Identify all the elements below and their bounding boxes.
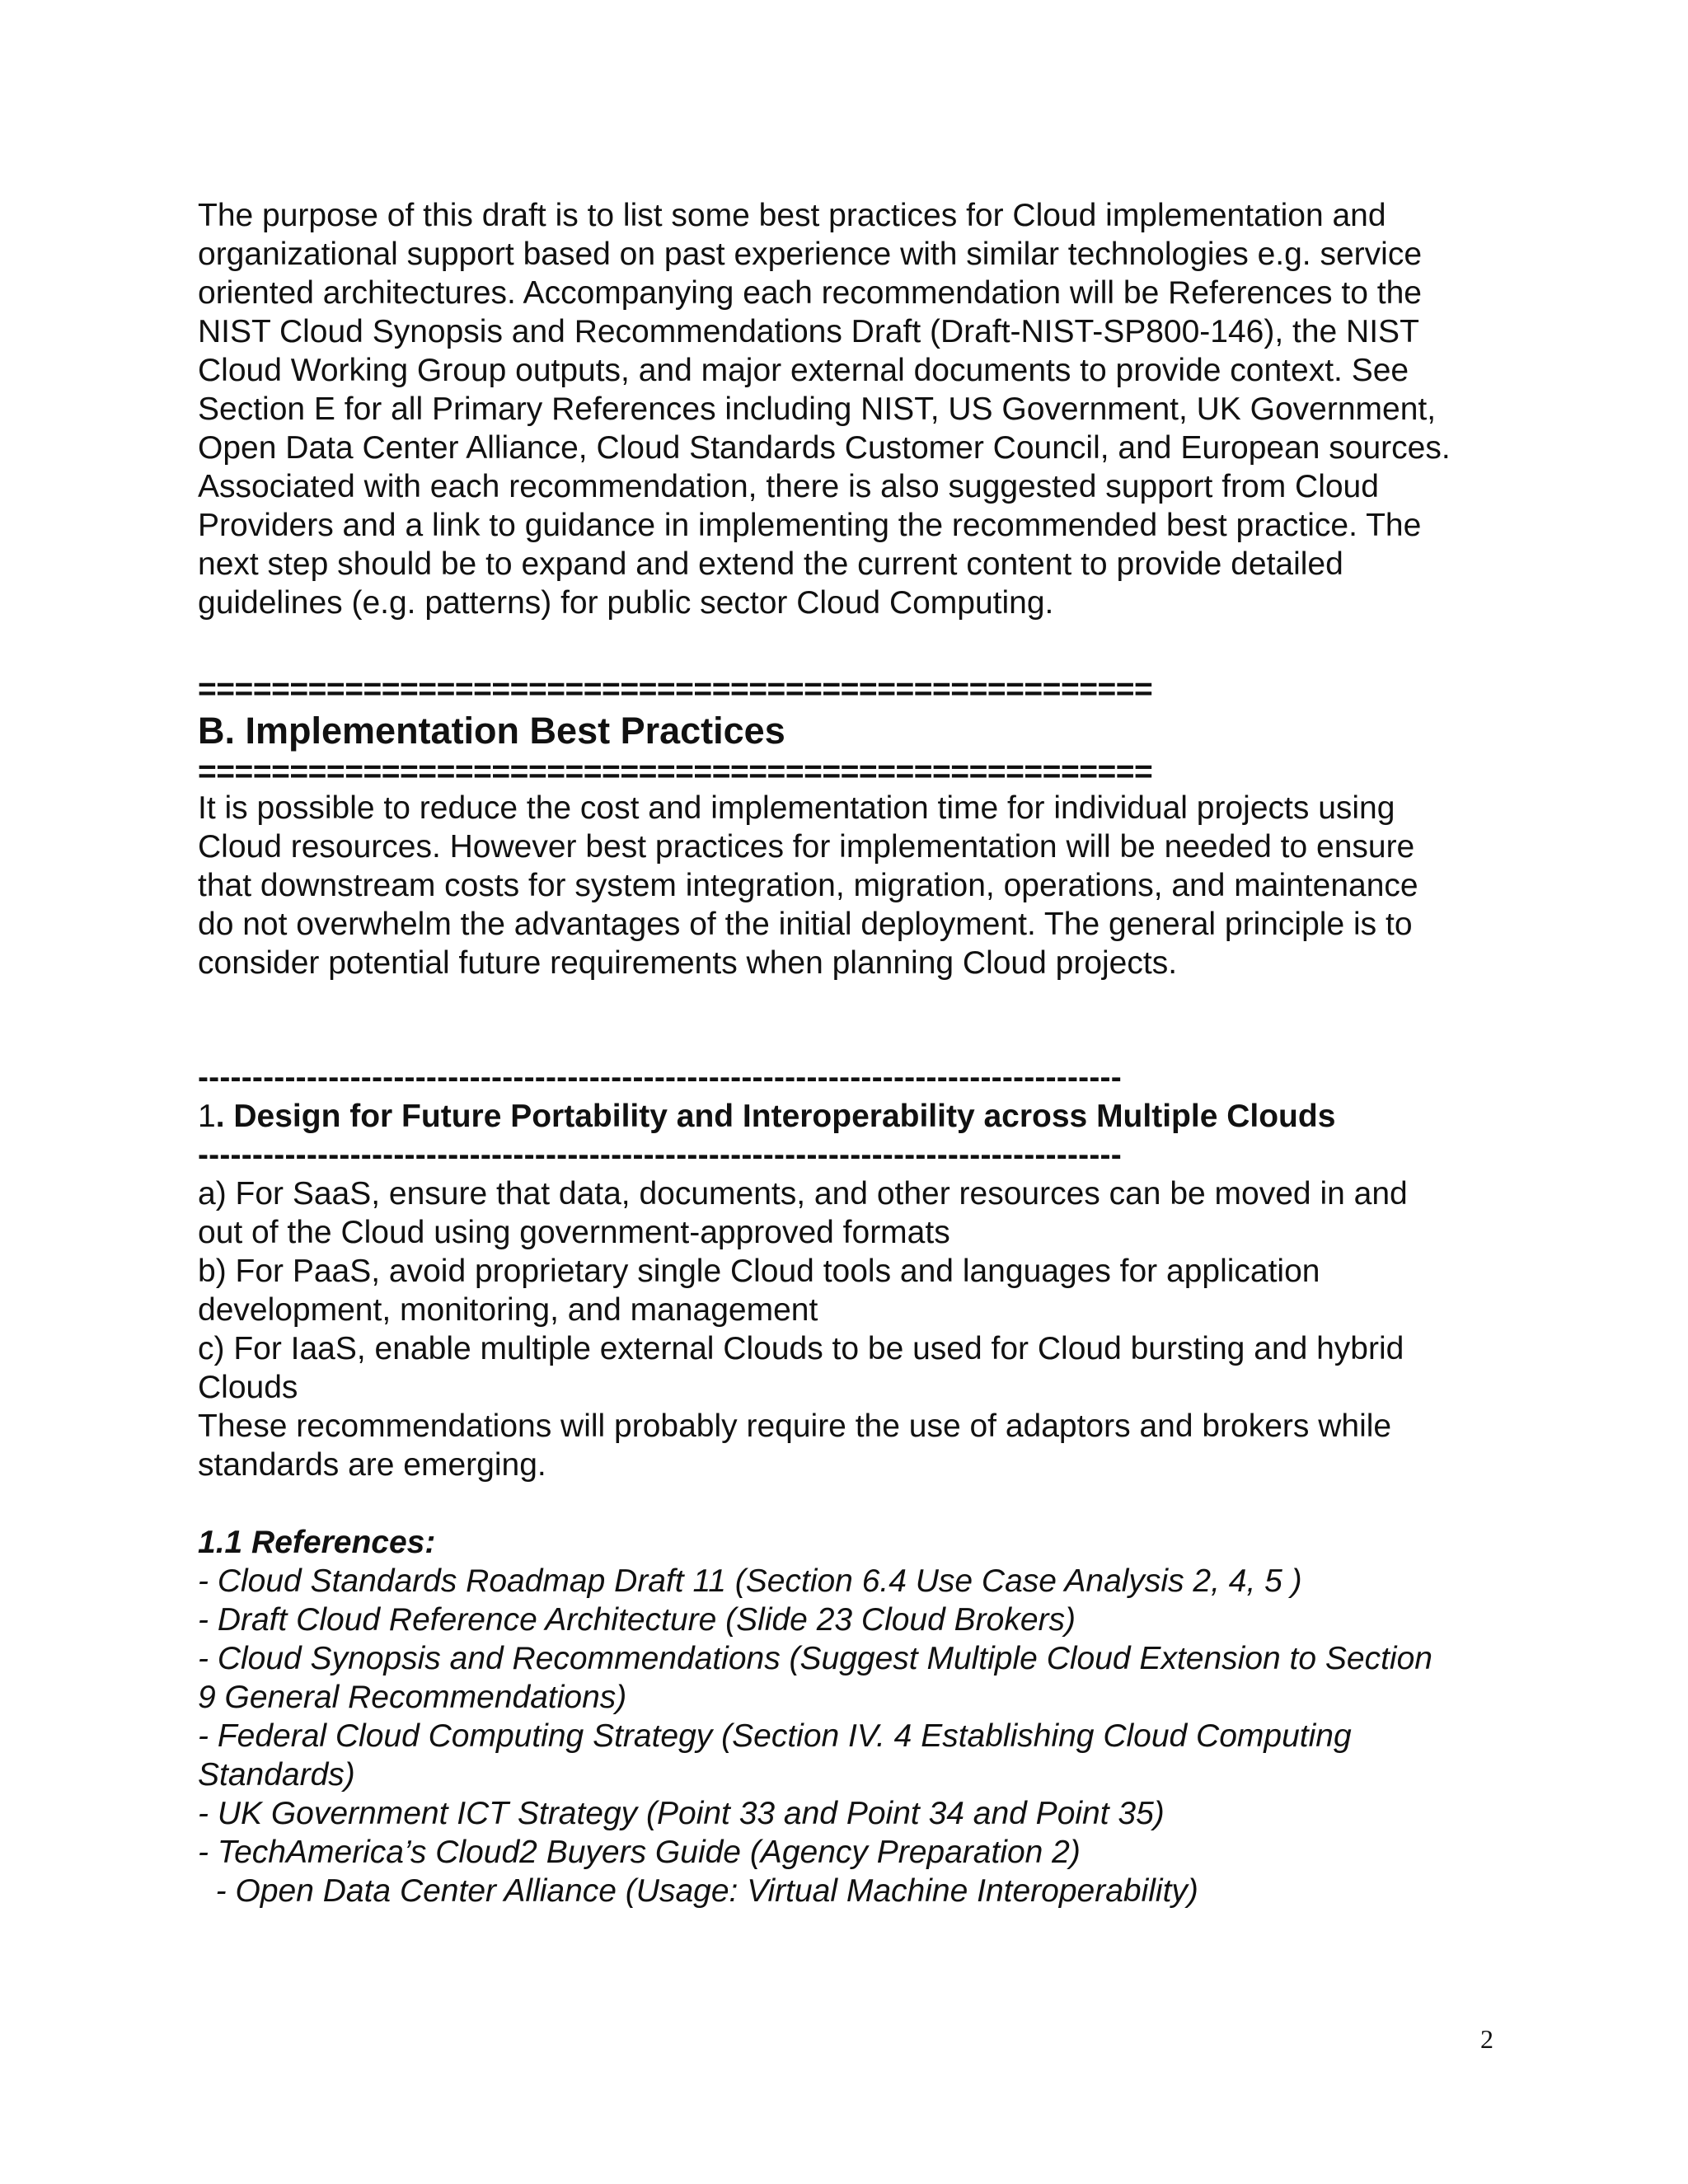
document-page xyxy=(198,196,1500,1910)
reference-item: Standards) xyxy=(198,1757,355,1793)
item-1-line: a) For SaaS, ensure that data, documents, and other resources can be moved in and xyxy=(198,1176,1408,1212)
item-1-paragraph xyxy=(198,1174,1500,1484)
intro-line: oriented architectures. Accompanying each recommendation will be References to the xyxy=(198,275,1422,311)
reference-item: - Cloud Synopsis and Recommendations (Suggest Multiple Cloud Extension to Section xyxy=(198,1641,1432,1676)
reference-item: - TechAmerica’s Cloud2 Buyers Guide (Agency Preparation 2) xyxy=(198,1835,1081,1870)
intro-line: next step should be to expand and extend the current content to provide detailed xyxy=(198,546,1343,582)
intro-line: Providers and a link to guidance in implementing the recommended best practice. The xyxy=(198,508,1422,543)
intro-line: organizational support based on past experience with similar technologies e.g. service xyxy=(198,237,1423,272)
references-title: 1.1 References: xyxy=(198,1525,436,1560)
item-1-line: These recommendations will probably require the use of adaptors and brokers while xyxy=(198,1408,1392,1444)
intro-line: The purpose of this draft is to list some best practices for Cloud implementation and xyxy=(198,198,1386,233)
intro-line: Open Data Center Alliance, Cloud Standards Customer Council, and European sources. xyxy=(198,430,1451,466)
item-1-line: development, monitoring, and management xyxy=(198,1292,818,1328)
section-b-paragraph xyxy=(198,789,1500,982)
references-list xyxy=(198,1562,1500,1910)
reference-item: - UK Government ICT Strategy (Point 33 and Point 34 and Point 35) xyxy=(198,1796,1165,1831)
intro-line: Cloud Working Group outputs, and major external documents to provide context. See xyxy=(198,353,1409,388)
item-1-line: Clouds xyxy=(198,1370,298,1405)
section-b-line: It is possible to reduce the cost and implementation time for individual projects using xyxy=(198,790,1395,826)
intro-line: guidelines (e.g. patterns) for public sector Cloud Computing. xyxy=(198,585,1054,621)
item-1-line: out of the Cloud using government-approved formats xyxy=(198,1215,950,1250)
section-b-rule-bottom: ==================================================== xyxy=(198,756,1153,789)
item-1-line: c) For IaaS, enable multiple external Clouds to be used for Cloud bursting and hybrid xyxy=(198,1331,1404,1366)
reference-item: 9 General Recommendations) xyxy=(198,1680,627,1715)
item-1-heading xyxy=(198,1097,1500,1136)
reference-item: - Open Data Center Alliance (Usage: Virtual Machine Interoperability) xyxy=(198,1873,1198,1909)
section-b-line: consider potential future requirements when planning Cloud projects. xyxy=(198,945,1178,981)
section-b-line: Cloud resources. However best practices for implementation will be needed to ensure xyxy=(198,829,1415,865)
section-b-rule-top: ==================================================== xyxy=(198,673,1153,706)
reference-item: - Federal Cloud Computing Strategy (Section IV. 4 Establishing Cloud Computing xyxy=(198,1718,1352,1754)
section-b-line: do not overwhelm the advantages of the initial deployment. The general principle is to xyxy=(198,907,1413,942)
item-1-line: b) For PaaS, avoid proprietary single Cloud tools and languages for application xyxy=(198,1254,1320,1289)
intro-line: NIST Cloud Synopsis and Recommendations Draft (Draft-NIST-SP800-146), the NIST xyxy=(198,314,1419,349)
item-1-line: standards are emerging. xyxy=(198,1447,546,1483)
section-b-line: that downstream costs for system integration, migration, operations, and maintenance xyxy=(198,868,1418,903)
intro-line: Associated with each recommendation, there is also suggested support from Cloud xyxy=(198,469,1379,504)
item-1-rule-bottom: ------------------------------------------------------------------------------------- xyxy=(198,1137,1122,1173)
intro-paragraph xyxy=(198,196,1500,622)
reference-item: - Draft Cloud Reference Architecture (Slide 23 Cloud Brokers) xyxy=(198,1602,1076,1638)
intro-line: Section E for all Primary References including NIST, US Government, UK Government, xyxy=(198,391,1437,427)
item-1-heading-text: . Design for Future Portability and Interoperability across Multiple Clouds xyxy=(215,1099,1336,1134)
page-number: 2 xyxy=(1480,2024,1493,2054)
reference-item: - Cloud Standards Roadmap Draft 11 (Section 6.4 Use Case Analysis 2, 4, 5 ) xyxy=(198,1563,1302,1599)
item-1-number: 1 xyxy=(198,1099,216,1134)
item-1-rule-top: ------------------------------------------------------------------------------------- xyxy=(198,1060,1122,1095)
section-b-heading: B. Implementation Best Practices xyxy=(198,710,785,752)
